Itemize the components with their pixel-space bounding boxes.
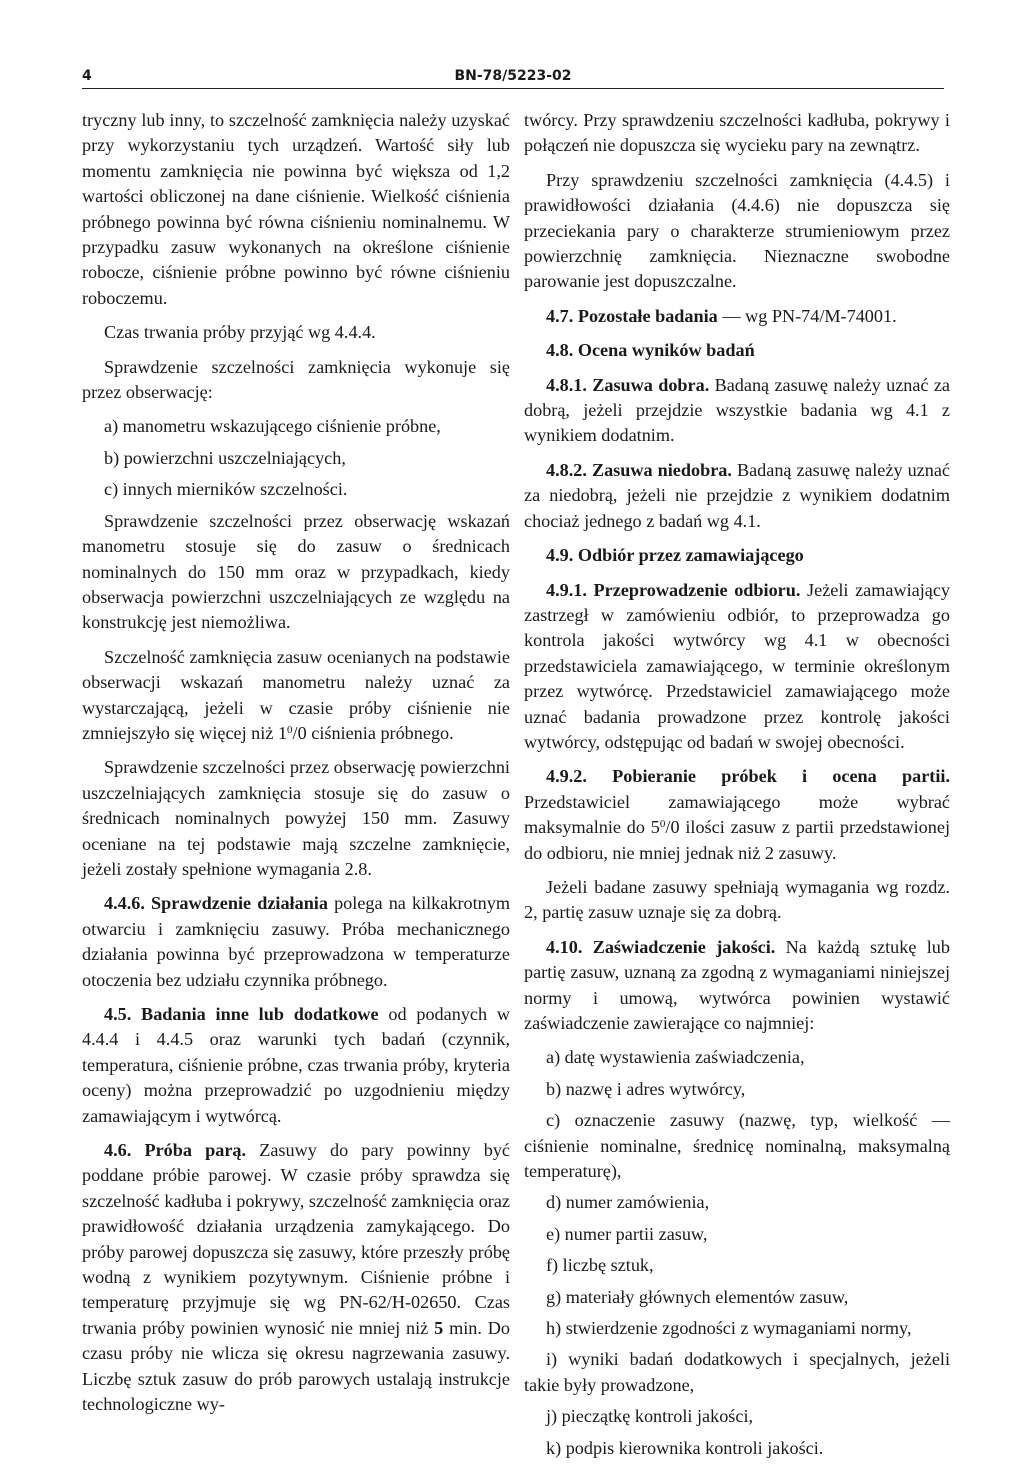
list-item: b) powierzchni uszczelniających, [104, 447, 346, 468]
section-text: od podanych w 4.4.4 i 4.4.5 oraz warunki tych badań (czynnik, temperatura, ciśnienie próbne, czas trwania próby, kryteria oceny) można przeprowadzić po uzgodnieniu między zamawiającym i wytwórcą. [82, 1004, 510, 1126]
section-4-8-1 [524, 373, 950, 449]
section-text: ilości zasuw z partii przedstawionej do odbioru, nie mniej jednak niż 2 zasuwy. [524, 817, 950, 863]
section-text: — wg PN-74/M-74001. [717, 305, 897, 326]
percent-slash: / [292, 722, 298, 743]
list-item: f) liczbę sztuk, [546, 1255, 654, 1276]
right-column [524, 108, 950, 1467]
section-4-4-6 [82, 891, 510, 993]
list-item: h) stwierdzenie zgodności z wymaganiami normy, [546, 1318, 912, 1339]
paragraph: Sprawdzenie szczelności przez obserwację wskazań manometru stosuje się do zasuw o średnicach nominalnych do 150 mm oraz w przypadkach, kiedy obserwacja powierzchni uszczelniających ze względu na konstrukcję jest niemożliwa. [82, 510, 510, 633]
list-item: k) podpis kierownika kontroli jakości. [546, 1437, 824, 1458]
list-item: c) oznaczenie zasuwy (nazwę, typ, wielkość — ciśnienie nominalne, średnicę nominalną, maksymalną temperaturę), [524, 1110, 950, 1182]
paragraph: Sprawdzenie szczelności zamknięcia wykonuje się przez obserwację: [82, 356, 510, 403]
paragraph: tryczny lub inny, to szczelność zamknięcia należy uzyskać przy wykorzystaniu tych urządzeń. Wartość siły lub momentu zamknięcia nie powinna być większa od 1,2 wartości obliczonej na dane ciśnienie. Wielkość ciśnienia próbnego powinna być równa ciśnieniu nominalnemu. W przypadku zasuw wykonanych na określone ciśnienie robocze, ciśnienie próbne powinno być równe ciśnieniu roboczemu. [82, 110, 510, 308]
section-text: Jeżeli zamawiający zastrzegł w zamówieniu odbiór, to przeprowadza go kontrola jakości wytwórcy wg 4.1 w obecności przedstawiciela zamawiającego, w terminie określonym przez wytwórcę. Przedstawiciel zamawiającego może uznać badania prowadzone przez kontrolę jakości wytwórcy, odstępując od badań w swojej obecności. [524, 579, 950, 752]
section-heading-4-8: 4.8. Ocena wyników badań [546, 340, 755, 361]
section-label: 4.9.2. Pobieranie próbek i ocena partii. [546, 766, 950, 787]
section-text: Na każdą sztukę lub partię zasuw, uznaną za zgodną z wymaganiami niniejszej normy i umową, wytwórca powinien wystawić zaświadczenie zawierające co najmniej: [524, 936, 950, 1033]
page-header [82, 64, 944, 89]
paragraph: twórcy. Przy sprawdzeniu szczelności kadłuba, pokrywy i połączeń nie dopuszcza się wycieku pary na zewnątrz. [524, 110, 950, 156]
section-label: 4.4.6. Sprawdzenie działania [104, 893, 328, 914]
percent-sub: 0 [670, 817, 680, 838]
percent-sup: 0 [287, 723, 293, 736]
list-item: a) datę wystawienia zaświadczenia, [546, 1047, 805, 1068]
section-4-9-2 [524, 764, 950, 866]
section-label: 4.9.1. Przeprowadzenie odbioru. [546, 579, 801, 600]
section-text: polega na kilkakrotnym otwarciu i zamknięciu zasuwy. Próba mechanicznego działania powinna być przeprowadzona w temperaturze otoczenia bez udziału czynnika próbnego. [82, 893, 510, 990]
list-item: j) pieczątkę kontroli jakości, [546, 1406, 754, 1427]
section-text: Zasuwy do pary powinny być poddane próbie parowej. W czasie próby sprawdza się szczelność kadłuba i pokrywy, szczelność zamknięcia oraz prawidłowość działania urządzenia zamykającego. Do próby parowej dopuszcza się zasuwy, które przeszły próbę wodną z wynikiem pozytywnym. Ciśnienie próbne i temperaturę przyjmuje się wg PN-62/H-02650. Czas trwania próby powinien wynosić nie mniej niż [82, 1140, 510, 1338]
paragraph: Czas trwania próby przyjąć wg 4.4.4. [104, 322, 376, 343]
section-text: Badaną zasuwę należy uznać za dobrą, jeżeli przejdzie wszystkie badania wg 4.1 z wynikiem dodatnim. [524, 374, 950, 446]
section-4-8-2 [524, 458, 950, 534]
paragraph [82, 645, 510, 747]
left-column [82, 108, 510, 1427]
document-code: BN-78/5223-02 [454, 68, 572, 84]
section-label: 4.8.1. Zasuwa dobra. [546, 374, 710, 395]
paragraph-text: ciśnienia próbnego. [306, 722, 454, 743]
section-4-10 [524, 935, 950, 1037]
list-item: e) numer partii zasuw, [546, 1223, 708, 1244]
percent-slash: / [665, 817, 671, 838]
percent-sub: 0 [297, 722, 307, 743]
list-item: d) numer zamówienia, [546, 1192, 710, 1213]
list-item: i) wyniki badań dodatkowych i specjalnych, jeżeli takie były prowadzone, [524, 1349, 950, 1395]
section-heading-4-9: 4.9. Odbiór przez zamawiającego [546, 545, 804, 566]
list-item: b) nazwę i adres wytwórcy, [546, 1078, 746, 1099]
page-number: 4 [82, 68, 92, 84]
section-4-7 [524, 304, 950, 329]
percent-sup: 0 [659, 818, 666, 831]
paragraph: Sprawdzenie szczelności przez obserwację powierzchni uszczelniających zamknięcia stosuje się do zasuw o średnicach nominalnych powyżej 150 mm. Zasuwy oceniane na tej podstawie mają szczelne zamknięcie, jeżeli zostały spełnione wymagania 2.8. [82, 757, 510, 879]
paragraph: Jeżeli badane zasuwy spełniają wymagania wg rozdz. 2, partię zasuw uznaje się za dobrą. [524, 876, 950, 923]
paragraph: Przy sprawdzeniu szczelności zamknięcia (4.4.5) i prawidłowości działania (4.4.6) nie dopuszcza się przeciekania pary o charakterze strumieniowym przez powierzchnię zamknięcia. Nieznaczne swobodne parowanie jest dopuszczalne. [524, 169, 950, 292]
list-item: c) innych mierników szczelności. [104, 479, 348, 500]
section-4-9-1 [524, 578, 950, 756]
paragraph-text: Szczelność zamknięcia zasuw ocenianych na podstawie obserwacji wskazań manometru należy uznać za wystarczającą, jeżeli w czasie próby ciśnienie nie zmniejszyło się więcej niż 1 [82, 646, 510, 743]
section-label: 4.10. Zaświadczenie jakości. [546, 936, 776, 957]
section-label: 4.6. Próba parą. [104, 1140, 247, 1161]
section-text: Przedstawiciel zamawiającego może wybrać maksymalnie do 5 [524, 791, 950, 838]
section-label: 4.5. Badania inne lub dodatkowe [104, 1004, 379, 1024]
duration-value: 5 [434, 1317, 444, 1338]
section-4-5 [82, 1002, 510, 1129]
list-item: g) materiały głównych elementów zasuw, [546, 1286, 849, 1307]
list-item: a) manometru wskazującego ciśnienie próbne, [104, 416, 441, 437]
section-label: 4.8.2. Zasuwa niedobra. [546, 459, 732, 480]
section-text: Badaną zasuwę należy uznać za niedobrą, jeżeli nie przejdzie z wynikiem dodatnim chociaż jednego z badań wg 4.1. [524, 459, 950, 531]
section-text: min. Do czasu próby nie wlicza się okresu nagrzewania zasuwy. Liczbę sztuk zasuw do prób parowych ustalają instrukcje technologiczne wy- [82, 1317, 510, 1415]
section-label: 4.7. Pozostałe badania [546, 305, 718, 326]
section-4-6 [82, 1138, 510, 1417]
